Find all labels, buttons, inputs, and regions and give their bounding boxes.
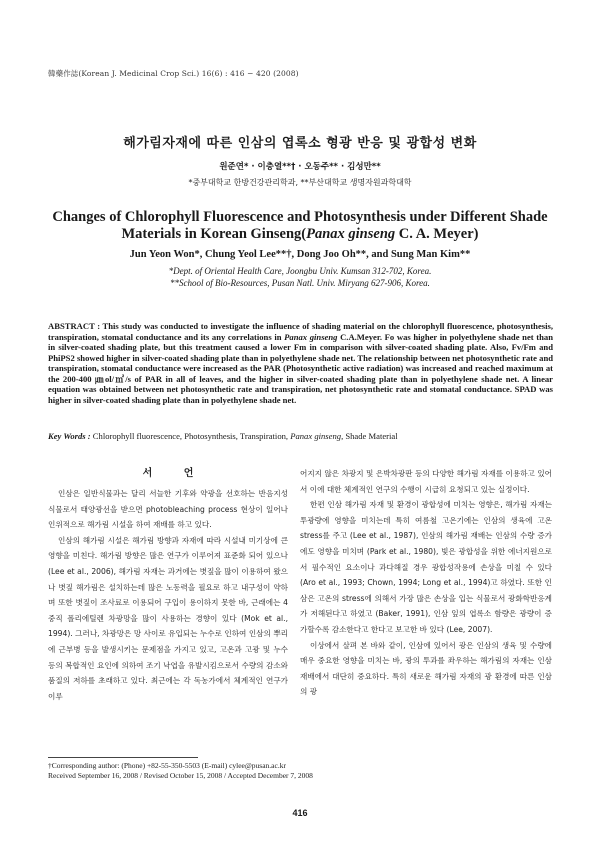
abstract-text-1: This study was conducted to investigate the influence of shading material on the chlorophyll fluorescence, photosynthesis, transpiration, stomatal conductance and its any correlations in	[48, 321, 553, 342]
right-paragraph: 어지지 않은 차광지 및 은박차광판 등의 다양한 해가림 자재를 이용하고 있어서 이에 대한 체계적인 연구의 수행이 시급히 요청되고 있는 실정이다.	[300, 469, 552, 494]
abstract-text-2: C.A.Meyer. Fo was higher in polyethylene shade net than in silver-coated shading plate, but this treatment caused a lower Fm in comparison with silver-coated shading plate. Also, Fv/Fm and PhiPS2 showed higher in silver-coated shading plate than in polyethylene shade net. The relationship between net photosynthetic rate and transpiration, stomatal conductance were increased as the PAR (Photosynthetic active radiation) was increased and reached maximum at the 200-400 ㎛ol/㎡/s of PAR in all of leaves, and the higher in silver-coated shading plate than in polyethylene shade net. A linear equation was obtained between net photosynthetic rate and transpiration, net photosynthetic rate and stomatal conductance. SPAD was higher in silver-coated shading plate than in polyethylene shade net.	[48, 331, 553, 405]
keywords-species: Panax ginseng	[290, 431, 342, 441]
keywords	[48, 431, 553, 441]
footnote-corresponding-author: †Corresponding author: (Phone) +82-55-350-5503 (E-mail) cylee@pusan.ac.kr	[48, 761, 286, 770]
right-paragraph: 한편 인삼 해가림 자재 및 환경이 광합성에 미치는 영향은, 해가림 자재는 투광량에 영향을 미치는데 특히 여름철 고온기에는 인삼의 생육에 고온 stress를 주고 (Lee et al., 1987), 인삼의 해가림 재배는 인삼의 수량 증가에도 영향을 미치며 (Park et al., 1980), 빛은 광합성을 위한 에너지원으로서 필수적인 요소이나 과다해질 경우 광합성작용에 손상을 미칠 수 있다 (Aro et al., 1993; Chown, 1994; Long et al., 1994)고 하였다. 또한 인삼은 고온의 stress에 의해서 가장 많은 손상을 입는 식물로서 광화학반응계가 저해된다고 하였고 (Baker, 1991), 인삼 잎의 엽록소 함량은 광량이 증가할수록 감소한다고 한다고 보고한 바 있다 (Lee, 2007).	[300, 500, 552, 634]
right-paragraph: 이상에서 살펴 본 바와 같이, 인삼에 있어서 광은 인삼의 생육 및 수량에 매우 중요한 영향을 미치는 바, 광의 투과를 좌우하는 해가림의 자재는 인삼 재배에서 대단히 중요하다. 특히 새로운 해가림 자재의 광 환경에 따른 인삼의 광	[300, 640, 552, 697]
left-paragraph: 인삼은 일반식물과는 달리 서늘한 기후와 약광을 선호하는 반음지성 식물로서 태양광선을 받으면 photobleaching process 현상이 일어나 인위적으로 해가림 시설을 하여 재배를 하고 있다.	[48, 489, 288, 530]
keywords-label: Key Words :	[48, 431, 91, 441]
right-column	[300, 466, 552, 700]
english-affiliations	[0, 266, 600, 289]
korean-title: 해가림자재에 따른 인삼의 엽록소 형광 반응 및 광합성 변화	[123, 136, 477, 151]
abstract-label: ABSTRACT :	[48, 321, 101, 331]
english-title	[40, 209, 560, 243]
left-paragraph: 인삼의 해가림 시설은 해가림 방향과 자재에 따라 시설내 미기상에 큰 영향을 미친다. 해가림 방향은 많은 연구가 이루어져 표준화 되어 있으나 (Lee et al., 2006), 해가림 자재는 과거에는 볏짚을 많이 이용하여 왔으나 볏짚 해가림은 설치하는데 많은 노동력을 필요로 하고 내구성이 약하며 또한 볏짚이 조사료로 이용되어 구입이 용이하지 못한 바, 근래에는 4중직 폴리에틸렌 차광망을 많이 사용하는 경향이 있다 (Mok et al., 1994). 그러나, 차광망은 망 사이로 유입되는 누수로 인하여 인삼의 뿌리에 근부병 등을 발생시키는 문제점을 가지고 있고, 고온과 고광 및 누수 등의 복합적인 요인에 의하여 조기 낙엽을 유발시킴으로서 수량의 감소와 품질의 저하를 초래하고 있다. 최근에는 각 독농가에서 체계적인 연구가 이루	[48, 535, 288, 701]
journal-header: 韓藥作誌(Korean J. Medicinal Crop Sci.) 16(6) : 416 − 420 (2008)	[48, 69, 299, 78]
keywords-text-2: , Shade Material	[341, 431, 398, 441]
abstract	[48, 321, 553, 405]
page-number: 416	[292, 808, 308, 818]
english-affiliation-2: **School of Bio-Resources, Pusan Natl. Univ. Miryang 627-906, Korea.	[170, 277, 430, 288]
section-heading: 서 언	[142, 468, 208, 479]
korean-affiliation: *중부대학교 한방건강관리학과, **부산대학교 생명자원과학대학	[188, 178, 412, 187]
english-affiliation-1: *Dept. of Oriental Health Care, Joongbu Univ. Kumsan 312-702, Korea.	[168, 266, 432, 276]
korean-authors: 원준연* · 이충열**† · 오동주** · 김성만**	[219, 162, 381, 172]
keywords-text-1: Chlorophyll fluorescence, Photosynthesis, Transpiration,	[90, 431, 291, 441]
abstract-species: Panax ginseng	[284, 331, 338, 342]
left-column	[48, 466, 288, 704]
footnote	[48, 761, 553, 781]
english-title-part1: Changes of Chlorophyll Fluorescence and Photosynthesis under Different Shade Materials in Korean Ginseng(	[52, 209, 548, 242]
footnote-divider	[48, 757, 198, 758]
english-title-species: Panax ginseng	[306, 226, 396, 242]
english-authors: Jun Yeon Won*, Chung Yeol Lee**†, Dong Joo Oh**, and Sung Man Kim**	[129, 249, 471, 260]
footnote-dates: Received September 16, 2008 / Revised October 15, 2008 / Accepted December 7, 2008	[48, 771, 313, 780]
english-title-part2: C. A. Meyer)	[395, 226, 479, 242]
